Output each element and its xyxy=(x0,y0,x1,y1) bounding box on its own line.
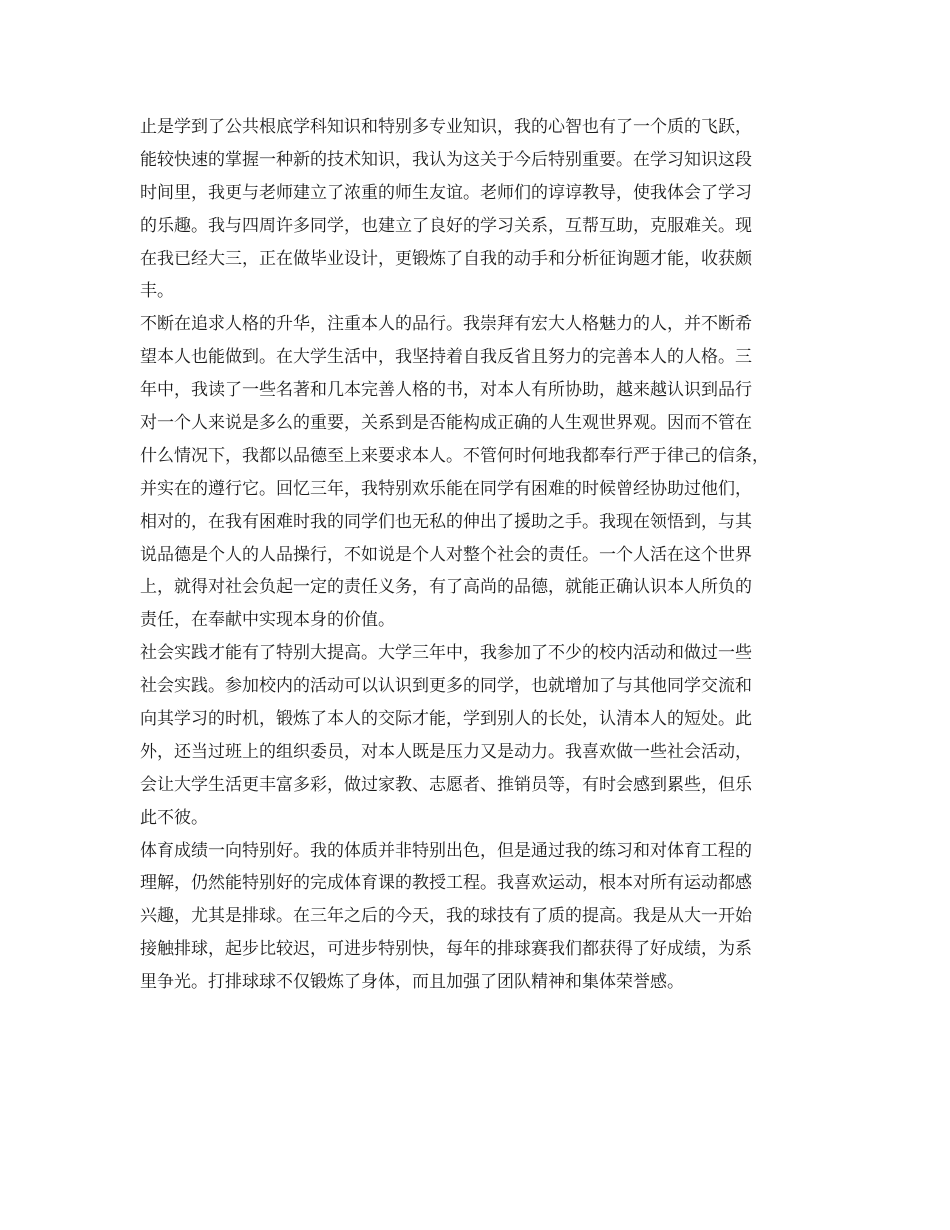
text-line-23: 体育成绩一向特别好。我的体质并非特别出色，但是通过我的练习和对体育工程的 xyxy=(140,840,752,861)
text-line-14: 说品德是个人的人品操行，不如说是个人对整个社会的责任。一个人活在这个世界 xyxy=(140,544,752,565)
text-line-10: 对一个人来说是多么的重要，关系到是否能构成正确的人生观世界观。因而不管在 xyxy=(140,413,752,434)
text-line-2: 能较快速的掌握一种新的技术知识，我认为这关于今后特别重要。在学习知识这段 xyxy=(140,149,752,170)
text-line-4: 的乐趣。我与四周许多同学，也建立了良好的学习关系，互帮互助，克服难关。现 xyxy=(140,215,752,236)
text-line-1: 止是学到了公共根底学科知识和特别多专业知识，我的心智也有了一个质的飞跃， xyxy=(140,117,752,137)
text-line-7: 不断在追求人格的升华，注重本人的品行。我崇拜有宏大人格魅力的人，并不断希 xyxy=(140,314,752,335)
text-line-24: 理解，仍然能特别好的完成体育课的教授工程。我喜欢运动，根本对所有运动都感 xyxy=(140,873,752,894)
text-line-16: 责任，在奉献中实现本身的价值。 xyxy=(140,610,395,631)
text-line-22: 此不彼。 xyxy=(140,807,208,828)
text-line-6: 丰。 xyxy=(140,281,174,302)
text-line-27: 里争光。打排球球不仅锻炼了身体，而且加强了团队精神和集体荣誉感。 xyxy=(140,972,684,993)
text-line-5: 在我已经大三，正在做毕业设计，更锻炼了自我的动手和分析征询题才能，收获颇 xyxy=(140,248,752,269)
text-line-12: 并实在的遵行它。回忆三年，我特别欢乐能在同学有困难的时候曾经协助过他们， xyxy=(140,478,752,499)
text-line-3: 时间里，我更与老师建立了浓重的师生友谊。老师们的谆谆教导，使我体会了学习 xyxy=(140,182,752,203)
text-line-26: 接触排球，起步比较迟，可进步特别快，每年的排球赛我们都获得了好成绩，为系 xyxy=(140,939,752,960)
text-line-21: 会让大学生活更丰富多彩，做过家教、志愿者、推销员等，有时会感到累些，但乐 xyxy=(140,774,752,795)
text-line-9: 年中，我读了一些名著和几本完善人格的书，对本人有所协助，越来越认识到品行 xyxy=(140,380,752,401)
text-line-8: 望本人也能做到。在大学生活中，我坚持着自我反省且努力的完善本人的人格。三 xyxy=(140,347,752,368)
text-line-18: 社会实践。参加校内的活动可以认识到更多的同学，也就增加了与其他同学交流和 xyxy=(140,676,752,697)
text-line-15: 上，就得对社会负起一定的责任义务，有了高尚的品德，就能正确认识本人所负的 xyxy=(140,577,752,598)
text-line-17: 社会实践才能有了特别大提高。大学三年中，我参加了不少的校内活动和做过一些 xyxy=(140,643,752,664)
text-line-11: 什么情况下，我都以品德至上来要求本人。不管何时何地我都奉行严于律己的信条， xyxy=(140,445,769,466)
text-line-20: 外，还当过班上的组织委员，对本人既是压力又是动力。我喜欢做一些社会活动， xyxy=(140,741,752,762)
text-line-13: 相对的，在我有困难时我的同学们也无私的伸出了援助之手。我现在领悟到，与其 xyxy=(140,511,752,532)
text-line-25: 兴趣，尤其是排球。在三年之后的今天，我的球技有了质的提高。我是从大一开始 xyxy=(140,906,752,927)
text-line-19: 向其学习的时机，锻炼了本人的交际才能，学到别人的长处，认清本人的短处。此 xyxy=(140,709,752,730)
document-body xyxy=(140,111,820,999)
